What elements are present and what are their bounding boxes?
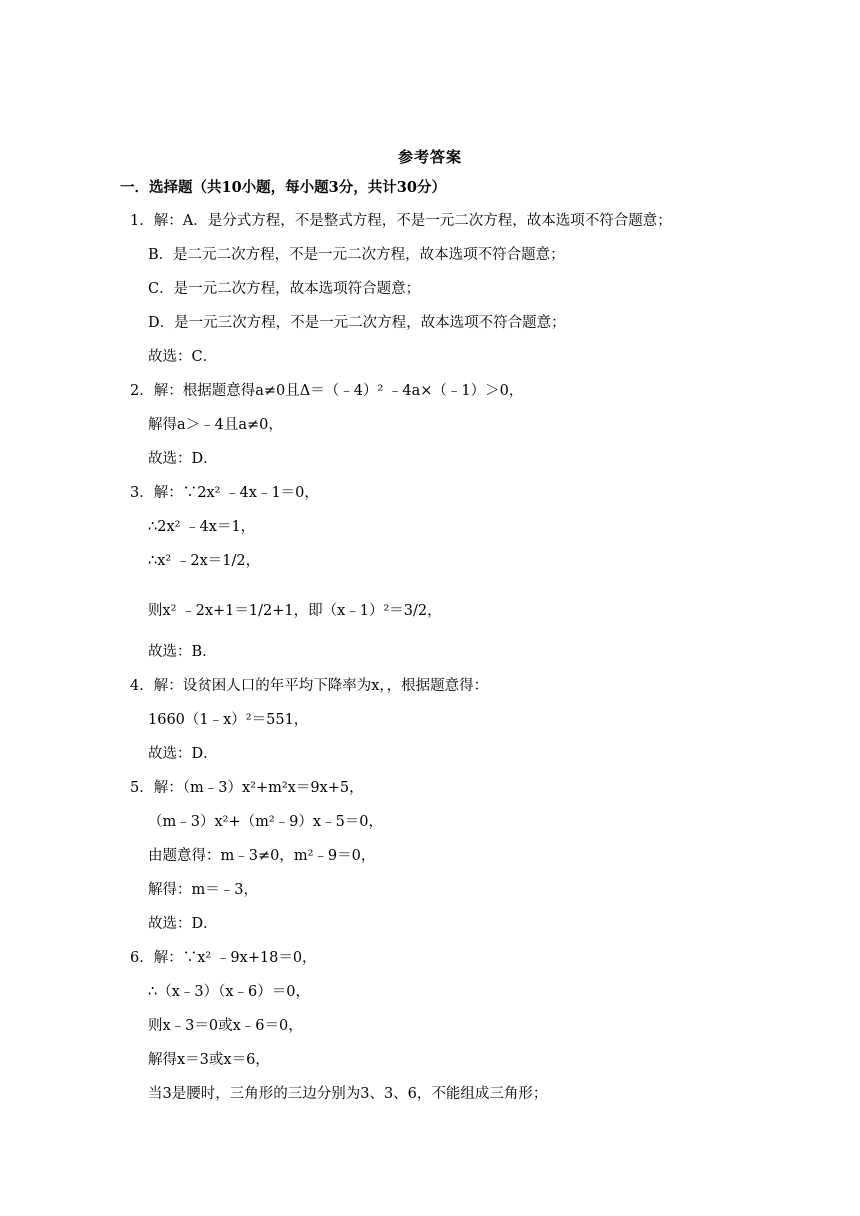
answer-line: 解得a＞﹣4且a≠0，	[148, 417, 283, 433]
section-heading: 一．选择题（共10小题，每小题3分，共计30分）	[120, 179, 446, 196]
answer-line: 故选：D．	[148, 451, 218, 467]
answer-line: 当3是腰时，三角形的三边分别为3、3、6，不能组成三角形；	[148, 1086, 548, 1102]
answer-line: 故选：B．	[148, 644, 217, 660]
answer-line: 则x² ﹣2x+1＝1/2+1，即（x﹣1）²＝3/2，	[148, 603, 442, 619]
answer-line: 6．解：∵x² ﹣9x+18＝0，	[130, 950, 317, 966]
answer-line: 故选：C．	[148, 349, 218, 365]
answer-line: 4．解：设贫困人口的年平均下降率为x，，根据题意得：	[130, 678, 489, 694]
answer-line: 由题意得：m﹣3≠0，m²﹣9＝0，	[148, 848, 376, 864]
answer-line: 故选：D．	[148, 746, 218, 762]
page-title: 参考答案	[397, 148, 462, 166]
answer-line: B．是二元二次方程，不是一元二次方程，故本选项不符合题意；	[148, 247, 565, 263]
answer-line	[130, 211, 672, 231]
answer-line: ∴x² ﹣2x＝1/2，	[148, 553, 261, 569]
answer-line: 故选：D．	[148, 916, 218, 932]
answer-line: 5．解：（m﹣3）x²+m²x＝9x+5，	[130, 780, 364, 796]
answer-line: 3．解：∵2x² ﹣4x﹣1＝0，	[130, 485, 319, 501]
answer-line: ∴2x² ﹣4x＝1，	[148, 519, 256, 535]
answer-line: ∴（x﹣3）（x﹣6）＝0，	[148, 984, 311, 1000]
answer-line: 2．解：根据题意得a≠0且Δ＝（﹣4）² ﹣4a×（﹣1）＞0，	[130, 383, 524, 399]
answer-line: 解得：m＝﹣3，	[148, 882, 258, 898]
line-text: 1．解：A．是分式方程，不是整式方程，不是一元二次方程，故本选项不符合题意；	[130, 213, 672, 229]
answer-line: C．是一元二次方程，故本选项符合题意；	[148, 281, 421, 297]
answer-line: 1660（1﹣x）²＝551，	[148, 712, 309, 728]
answer-line: 解得x＝3或x＝6，	[148, 1052, 270, 1068]
answer-line: D．是一元三次方程，不是一元二次方程，故本选项不符合题意；	[148, 315, 566, 331]
answer-line: （m﹣3）x²+（m²﹣9）x﹣5＝0，	[148, 814, 384, 830]
answer-line: 则x﹣3＝0或x﹣6＝0，	[148, 1018, 303, 1034]
